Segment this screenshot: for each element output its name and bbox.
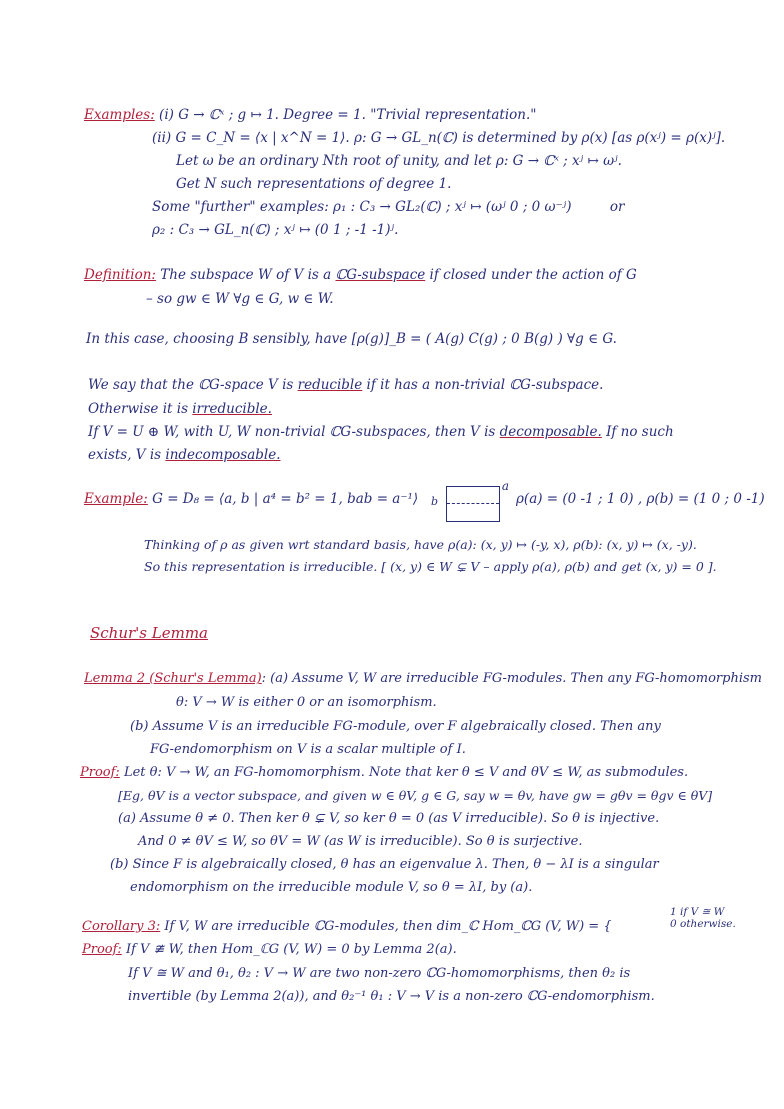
definition-line-2: – so gw ∈ W ∀g ∈ G, w ∈ W. xyxy=(146,291,334,307)
rotation-label: a xyxy=(501,479,509,493)
reducible-text-3a: If V = U ⊕ W, with U, W non-trivial ℂG-subspaces, then V is xyxy=(88,424,496,440)
proof1-text-1: Let θ: V → W, an FG-homomorphism. Note that ker θ ≤ V and θV ≤ W, as submodules. xyxy=(123,765,689,780)
examples-line-6: ρ₂ : C₃ → GL_n(ℂ) ; xʲ ↦ (0 1 ; -1 -1)ʲ. xyxy=(152,222,399,238)
proof1-line-6: endomorphism on the irreducible module V, so θ = λI, by (a). xyxy=(130,880,533,895)
proof1-line-4: And 0 ≠ θV ≤ W, so θV = W (as W is irreducible). So θ is surjective. xyxy=(138,834,583,849)
proof2-line-1 xyxy=(82,941,457,959)
corollary-cases xyxy=(670,906,736,930)
examples-line-2: (ii) G = C_N = ⟨x | x^N = 1⟩. ρ: G → GL_n(ℂ) is determined by ρ(x) [as ρ(xʲ) = ρ(x)ʲ]. xyxy=(152,130,726,146)
example2-label: Example: xyxy=(84,491,148,507)
proof1-line-2: [Eg, θV is a vector subspace, and given w ∈ θV, g ∈ G, say w = θv, have gw = gθv = θgv ∈ θV] xyxy=(118,788,713,803)
reflection-label: b xyxy=(431,495,439,508)
lemma2-text-1: : (a) Assume V, W are irreducible FG-modules. Then any FG-homomorphism xyxy=(261,671,762,686)
lemma2-line-2: θ: V → W is either 0 or an isomorphism. xyxy=(176,695,437,710)
proof1-line-5: (b) Since F is algebraically closed, θ has an eigenvalue λ. Then, θ − λI is a singular xyxy=(110,857,659,872)
examples-or: or xyxy=(609,199,625,215)
term-irreducible: irreducible. xyxy=(192,401,272,417)
definition-text-1a: The subspace W of V is a xyxy=(160,267,332,283)
corollary-text: If V, W are irreducible ℂG-modules, then dim_ℂ Hom_ℂG (V, W) = { xyxy=(164,919,612,934)
definition-label: Definition: xyxy=(84,267,156,283)
corollary-line-1 xyxy=(82,918,612,936)
proof2-line-2: If V ≅ W and θ₁, θ₂ : V → W are two non-zero ℂG-homomorphisms, then θ₂ is xyxy=(128,966,631,981)
examples-line-5 xyxy=(152,198,624,216)
term-indecomposable: indecomposable. xyxy=(165,447,281,463)
examples-line-1 xyxy=(84,106,536,124)
proof1-line-1 xyxy=(80,764,688,782)
square-diagram xyxy=(431,479,509,522)
example2-group: G = D₈ = ⟨a, b | a⁴ = b² = 1, bab = a⁻¹⟩ xyxy=(152,491,419,507)
proof2-text-1: If V ≇ W, then Hom_ℂG (V, W) = 0 by Lemma 2(a). xyxy=(125,942,457,957)
lemma2-line-4: FG-endomorphism on V is a scalar multiple of I. xyxy=(150,742,466,757)
definition-text-1b: if closed under the action of G xyxy=(429,267,637,283)
proof2-label: Proof: xyxy=(82,942,122,957)
reducible-text-1a: We say that the ℂG-space V is xyxy=(88,377,294,393)
examples-text-5: Some "further" examples: ρ₁ : C₃ → GL₂(ℂ) ; xʲ ↦ (ωʲ 0 ; 0 ω⁻ʲ) xyxy=(152,199,572,215)
example2-line-2: Thinking of ρ as given wrt standard basis, have ρ(a): (x, y) ↦ (-y, x), ρ(b): (x, y) ↦ (x, -y). xyxy=(144,537,697,552)
corollary-case-1: 1 if V ≅ W xyxy=(670,906,725,918)
square-axis-line xyxy=(447,503,499,504)
lemma2-line-1 xyxy=(84,670,762,688)
in-this-case-line: In this case, choosing B sensibly, have [ρ(g)]_B = ( A(g) C(g) ; 0 B(g) ) ∀g ∈ G. xyxy=(86,331,617,347)
example2-line-1 xyxy=(84,490,418,508)
definition-term: ℂG-subspace xyxy=(335,267,426,283)
term-reducible: reducible xyxy=(297,377,363,393)
corollary-label: Corollary 3: xyxy=(82,919,161,934)
reducible-text-1b: if it has a non-trivial ℂG-subspace. xyxy=(366,377,604,393)
lemma2-line-3: (b) Assume V is an irreducible FG-module, over F algebraically closed. Then any xyxy=(130,719,661,734)
examples-line-4: Get N such representations of degree 1. xyxy=(176,176,452,192)
corollary-case-2: 0 otherwise. xyxy=(670,918,736,930)
proof2-line-3: invertible (by Lemma 2(a)), and θ₂⁻¹ θ₁ : V → V is a non-zero ℂG-endomorphism. xyxy=(128,989,655,1004)
reducible-line-2 xyxy=(88,400,272,418)
definition-line-1 xyxy=(84,266,637,284)
examples-text-1: (i) G → ℂˣ ; g ↦ 1. Degree = 1. "Trivial representation." xyxy=(159,107,537,123)
term-decomposable: decomposable. xyxy=(499,424,602,440)
example2-matrices: ρ(a) = (0 -1 ; 1 0) , ρ(b) = (1 0 ; 0 -1) xyxy=(516,491,765,507)
reducible-text-3b: If no such xyxy=(606,424,674,440)
proof1-label: Proof: xyxy=(80,765,120,780)
reducible-text-4a: exists, V is xyxy=(88,447,162,463)
section-heading: Schur's Lemma xyxy=(90,624,208,642)
lemma2-label: Lemma 2 (Schur's Lemma) xyxy=(84,671,262,686)
reducible-line-1 xyxy=(88,376,603,394)
examples-label: Examples: xyxy=(84,107,155,123)
reducible-line-3 xyxy=(88,423,674,441)
proof1-line-3: (a) Assume θ ≠ 0. Then ker θ ⊊ V, so ker θ = 0 (as V irreducible). So θ is injective. xyxy=(118,811,660,826)
example2-line-3: So this representation is irreducible. [ (x, y) ∈ W ⊊ V – apply ρ(a), ρ(b) and get (x, y) = 0 ]. xyxy=(144,559,717,574)
examples-line-3: Let ω be an ordinary Nth root of unity, and let ρ: G → ℂˣ ; xʲ ↦ ωʲ. xyxy=(176,153,622,169)
reducible-line-4 xyxy=(88,446,281,464)
reducible-text-2a: Otherwise it is xyxy=(88,401,188,417)
